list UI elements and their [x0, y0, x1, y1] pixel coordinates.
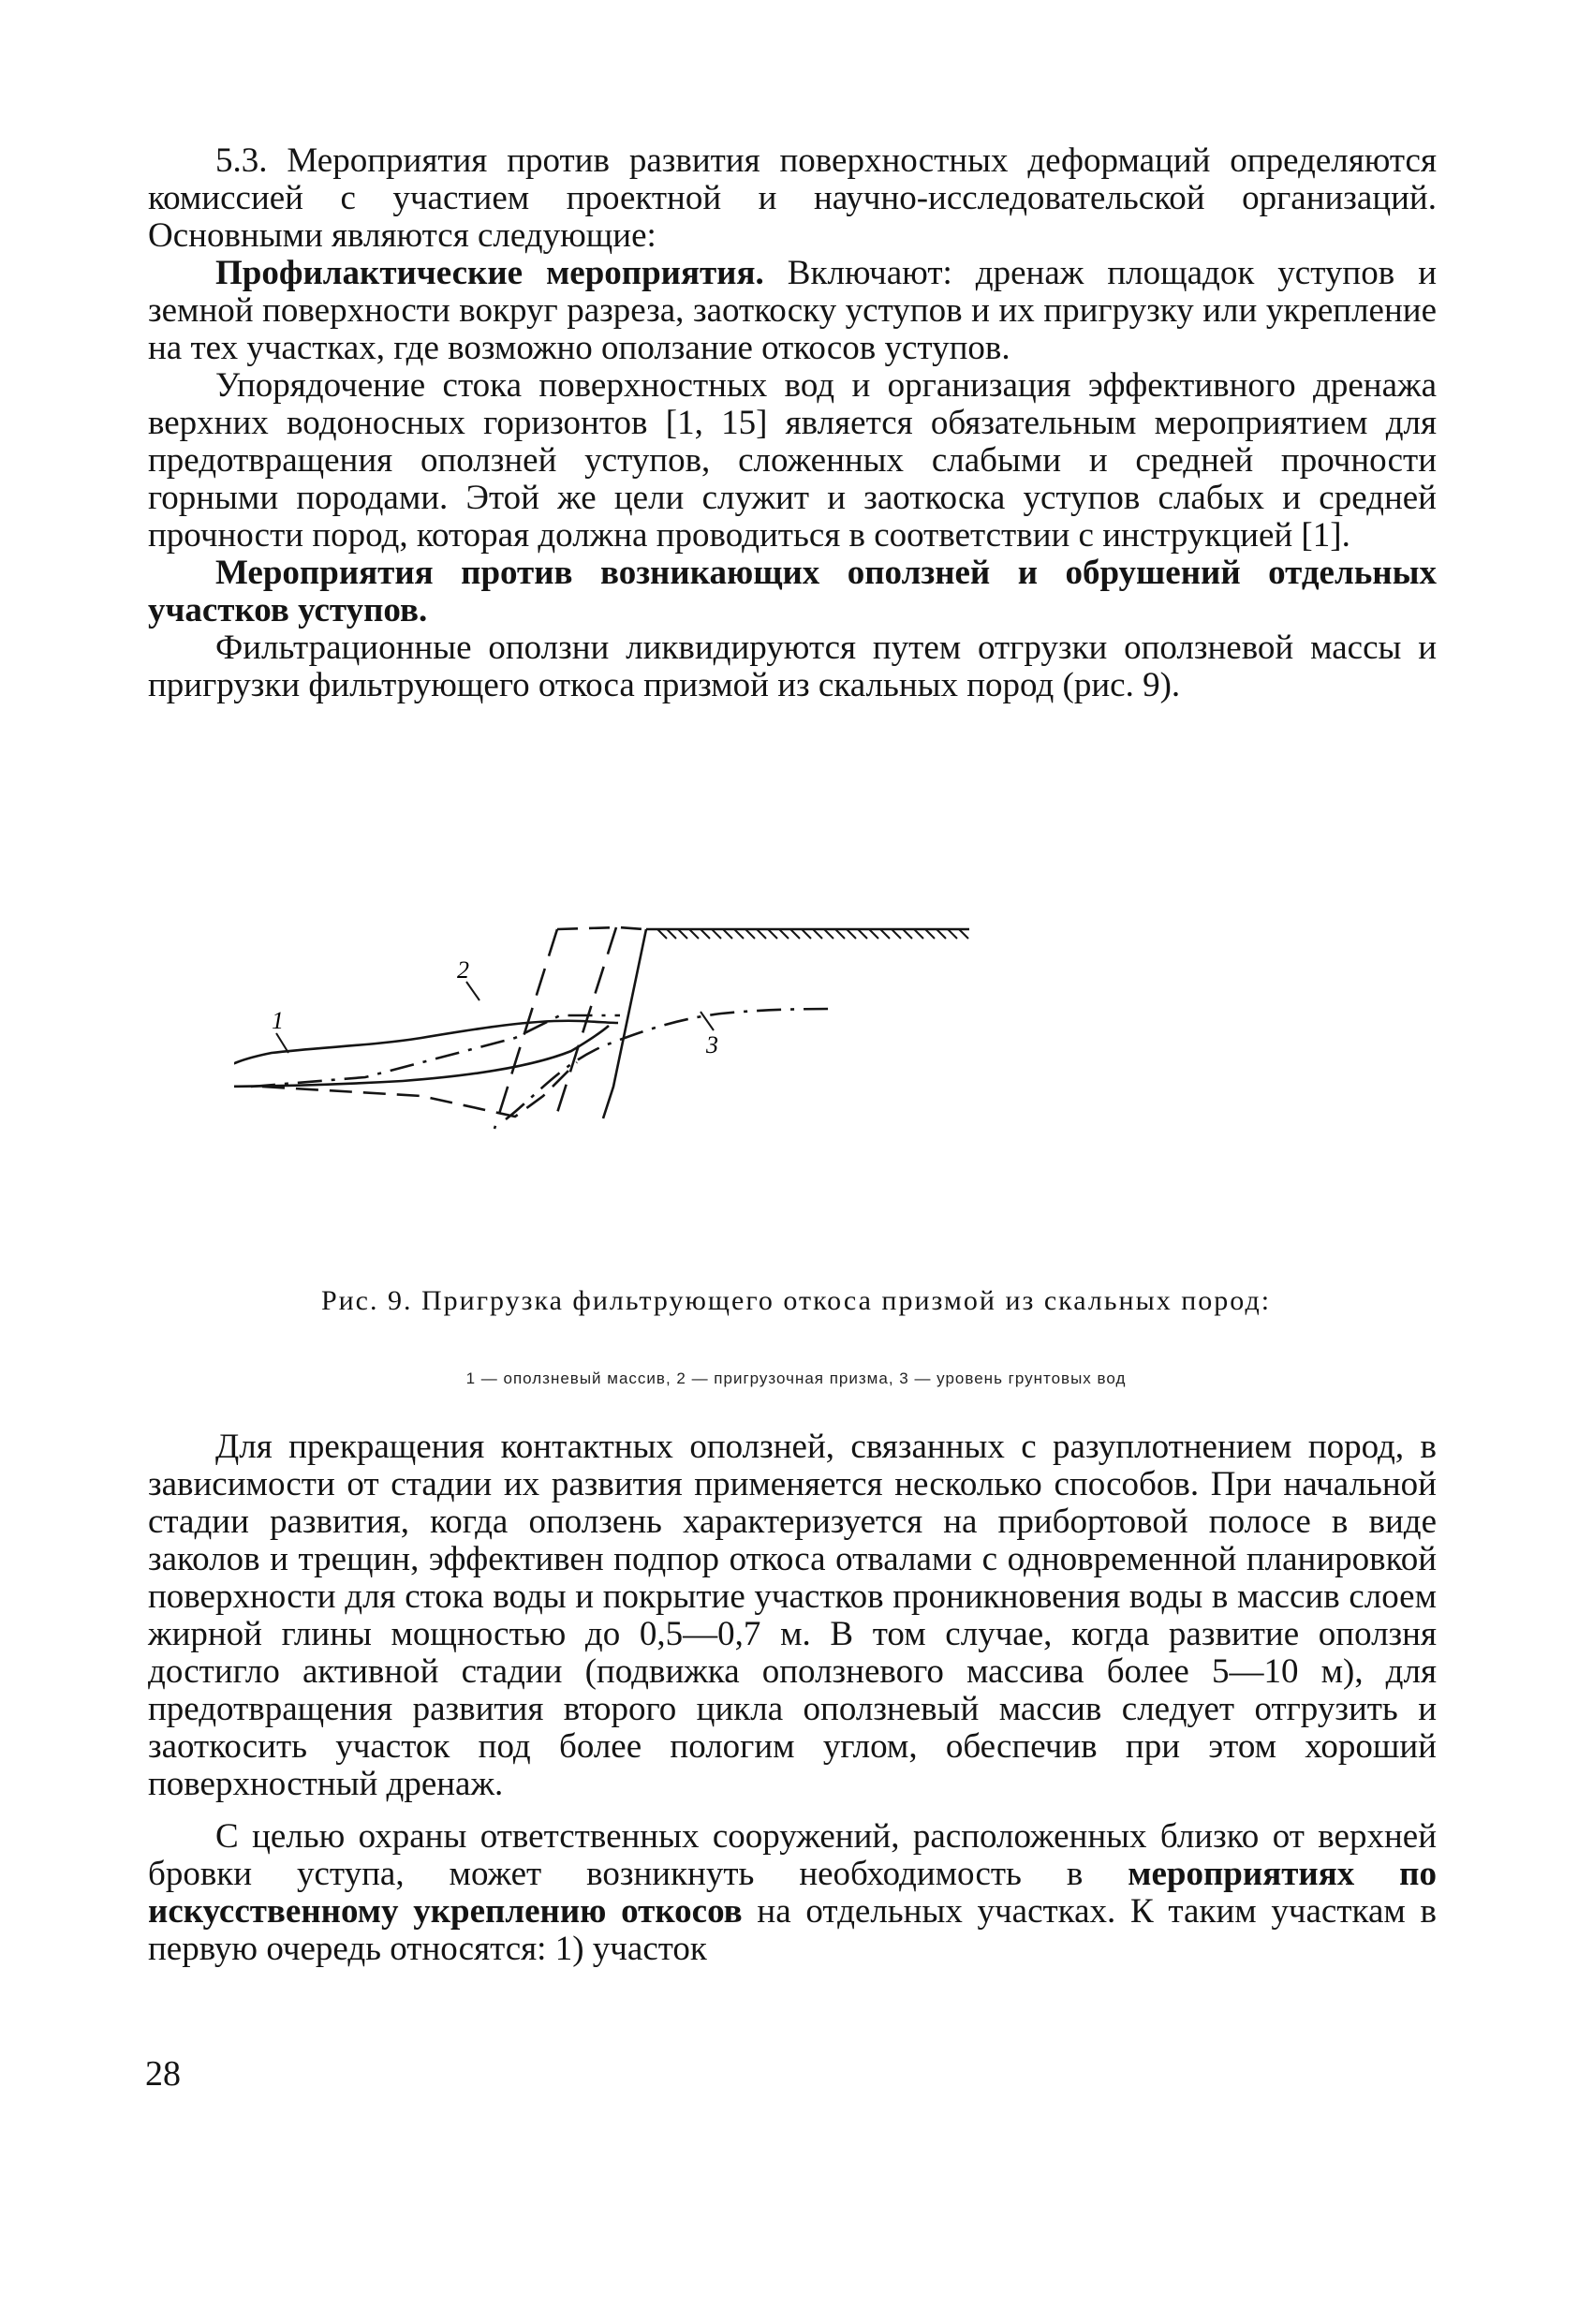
artificial-reinforcement-term: мероприятиях по искусственному укреплению откосов [148, 1855, 1437, 1931]
figure-label-1: 1 [272, 1007, 284, 1034]
text-block-bottom [148, 1428, 1437, 1968]
paragraph-contact-landslides: Для прекращения контактных оползней, связанных с разуплотнением пород, в зависимости от стадии их развития применяется несколько способов. При начальной стадии развития, когда оползень характеризуется на прибортовой полосе в виде заколов и трещин, эффективен подпор откоса отвалами с одновременной планировкой поверхности для стока воды и покрытие участков проникновения воды в массив слоем жирной глины мощностью до 0,5—0,7 м. В том случае, когда развитие оползня достигло активной стадии (подвижка оползневого массива более 5—10 м), для предотвращения развития второго цикла оползневый массив следует отгрузить и заоткосить участок под более пологим углом, обеспечив при этом хороший поверхностный дренаж. [148, 1428, 1437, 1803]
text-block-top [148, 142, 1437, 704]
leader-line-1 [276, 1033, 288, 1053]
slope-face-line [603, 929, 646, 1118]
paragraph-drainage: Упорядочение стока поверхностных вод и организация эффективного дренажа верхних водоносных горизонтов [1, 15] является обязательным мероприятием для предотвращения оползней уступов, сложенных слабыми и средней прочности горными породами. Этой же цели служит и заоткоска уступов слабых и средней прочности пород, которая должна проводиться в соответствии с инструкцией [1]. [148, 366, 1437, 555]
ground-hatching [657, 929, 968, 939]
figure-label-3: 3 [706, 1031, 718, 1058]
figure-caption: Рис. 9. Пригрузка фильтрующего откоса призмой из скальных пород: [320, 1285, 1272, 1316]
protection-text-end: на отдельных участках. К таким участкам в первую очередь относятся: 1) участок [148, 1892, 1437, 1968]
heading-landslide-measures: Мероприятия против возникающих оползней и обрушений отдельных участков уступов. [148, 554, 1437, 629]
preventive-measures-text: Включают: дренаж площадок уступов и земной поверхности вокруг разреза, заоткоску уступов и их пригрузку или укрепление на тех участках, где возможно оползание откосов уступов. [148, 254, 1437, 367]
page-number: 28 [145, 2054, 181, 2094]
removed-crest-dashed-line [557, 927, 643, 929]
slope-diagram-svg [234, 899, 1358, 1236]
paragraph-structures-protection [148, 1818, 1437, 1968]
paragraph-5-3: 5.3. Мероприятия против развития поверхностных деформаций определяются комиссией с участием проектной и научно-исследовательской организаций. Основными являются следующие: [148, 141, 1437, 255]
paragraph-preventive [148, 255, 1437, 367]
groundwater-level-line [506, 1009, 833, 1119]
crack-dashed-line-1 [494, 929, 557, 1129]
prism-base-dashed-line [262, 1062, 577, 1117]
protection-text-start: С целью охраны ответственных сооружений, расположенных близко от верхней бровки уступа, может возникнуть необходимость в [148, 1817, 1437, 1893]
leader-line-2 [466, 982, 479, 1000]
figure-legend: 1 — оползневый массив, 2 — пригрузочная призма, 3 — уровень грунтовых вод [465, 1369, 1127, 1387]
heading-preventive-measures: Профилактические мероприятия. [215, 254, 764, 292]
figure-9-diagram [234, 899, 1358, 1236]
paragraph-filtration-landslides: Фильтрационные оползни ликвидируются путем отгрузки оползневой массы и пригрузки фильтрующего откоса призмой из скальных пород (рис. 9). [148, 629, 1437, 704]
figure-label-2: 2 [457, 956, 469, 984]
